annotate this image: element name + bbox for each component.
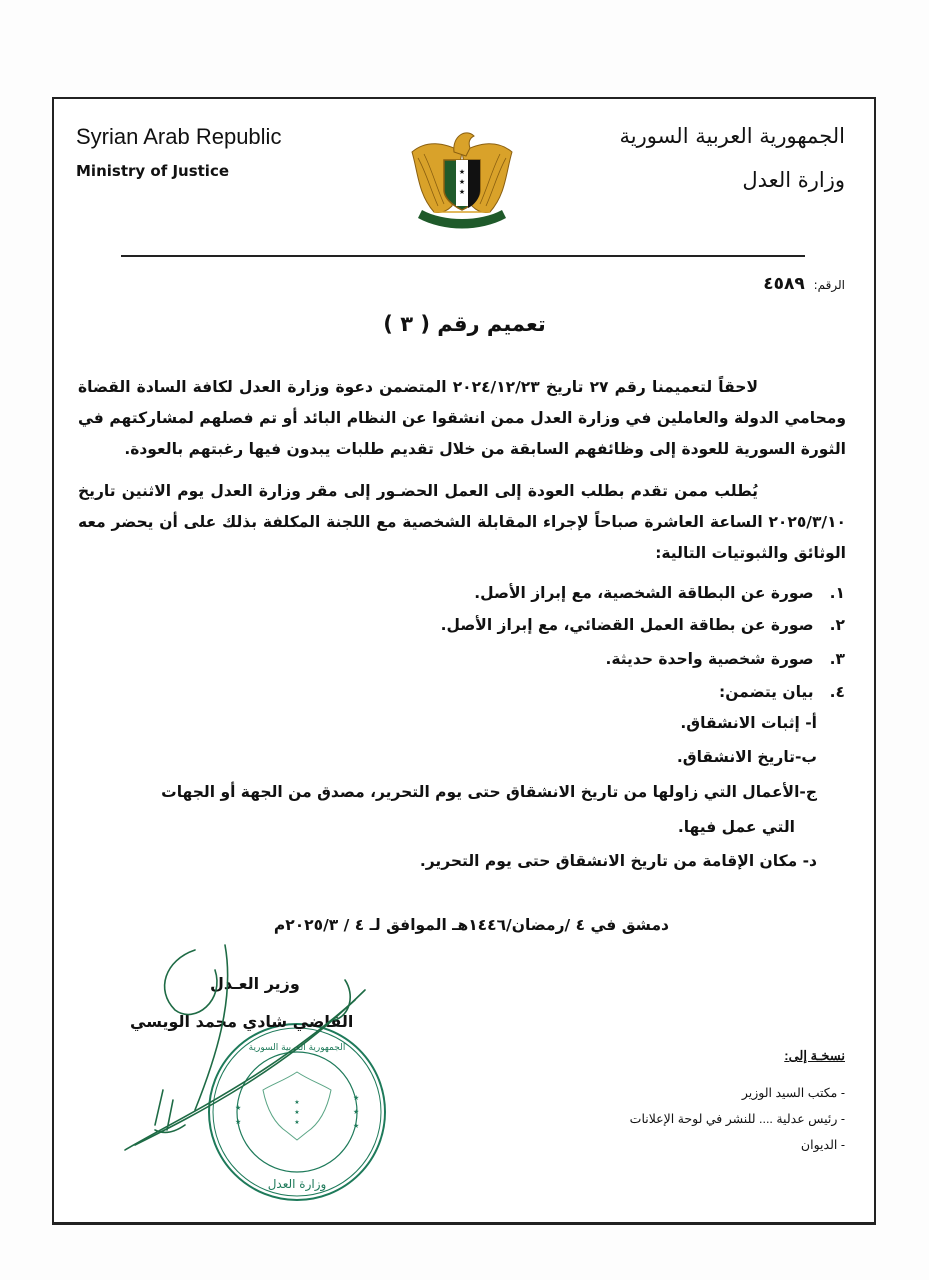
- copy-recipient: - رئيس عدلية .... للنشر في لوحة الإعلانات: [629, 1112, 845, 1126]
- copies-title: نسخـة إلى:: [784, 1048, 845, 1063]
- svg-text:★: ★: [294, 1099, 300, 1106]
- handwritten-signature-icon: [115, 940, 375, 1160]
- header-divider: [121, 255, 805, 257]
- svg-text:★: ★: [458, 168, 466, 176]
- english-subtitle: Ministry of Justice: [76, 162, 230, 180]
- arabic-subtitle: وزارة العدل: [742, 168, 845, 192]
- signatory-name: القاضي شادي محمد الويسي: [130, 1012, 354, 1031]
- circular-heading: تعميم رقم ( ٣ ): [383, 312, 546, 336]
- svg-text:★: ★: [235, 1104, 242, 1112]
- eagle-emblem-icon: [404, 122, 520, 238]
- paragraph-request: يُطلب ممن تقدم بطلب العودة إلى العمل الحضـور إلى مقر وزارة العدل يوم الاثنين تاريخ ٢٠٢٥/٣/١٠ الساعة العاشرة صباحاً لإجراء المقابلة الشخصية مع اللجنة المكلفة بذلك على أن يحضر معه الوثائق والثبوتيات التالية:: [78, 482, 846, 562]
- statement-item: ج-الأعمال التي زاولها من تاريخ الانشقاق حتى يوم التحرير، مصدق من الجهة أو الجهات: [161, 783, 817, 801]
- date-line: دمشق في ٤ /رمضان/١٤٤٦هـ الموافق لـ ٤ / ٢٠٢٥/٣م: [273, 916, 669, 934]
- english-title: Syrian Arab Republic: [76, 124, 282, 149]
- requirement-item: ٢. صورة عن بطاقة العمل القضائي، مع إبراز الأصل.: [440, 616, 845, 634]
- svg-text:★: ★: [235, 1118, 242, 1126]
- svg-text:★: ★: [294, 1119, 300, 1126]
- reference-value: ٤٥٨٩: [763, 274, 805, 294]
- svg-text:★: ★: [294, 1109, 300, 1116]
- paragraph-intro: لاحقاً لتعميمنا رقم ٢٧ تاريخ ٢٠٢٤/١٢/٢٣ المتضمن دعوة وزارة العدل لكافة السادة القضاة ومحامي الدولة والعاملين في وزارة العدل ممن انشقوا عن النظام البائد أو تم فصلهم لمشاركتهم في الثورة السورية للعودة إلى وظائفهم السابقة من خلال تقديم طلبات يبدون فيها رغبتهم بالعودة.: [78, 378, 846, 458]
- svg-text:★: ★: [458, 188, 466, 196]
- copy-recipient: - الديوان: [800, 1138, 845, 1152]
- svg-text:★: ★: [353, 1122, 360, 1130]
- arabic-title: الجمهورية العربية السورية: [619, 124, 845, 148]
- svg-text:★: ★: [458, 178, 466, 186]
- reference-number: [763, 274, 845, 294]
- requirement-item: ٣. صورة شخصية واحدة حديثة.: [605, 650, 845, 668]
- reference-label: الرقم:: [813, 278, 845, 292]
- svg-text:★: ★: [353, 1094, 360, 1102]
- statement-item: د- مكان الإقامة من تاريخ الانشقاق حتى يوم التحرير.: [419, 852, 817, 870]
- statement-item: أ- إثبات الانشقاق.: [680, 714, 817, 732]
- statement-item: ب-تاريخ الانشقاق.: [676, 748, 817, 766]
- stamp-text: وزارة العدل: [267, 1177, 327, 1191]
- requirement-item: ٤. بيان يتضمن:: [719, 683, 845, 701]
- svg-text:★: ★: [353, 1108, 360, 1116]
- copy-recipient: - مكتب السيد الوزير: [741, 1086, 845, 1100]
- requirement-item: ١. صورة عن البطاقة الشخصية، مع إبراز الأصل.: [474, 584, 845, 602]
- stamp-ring-text: الجمهورية العربية السورية: [248, 1043, 346, 1053]
- statement-item-continuation: التي عمل فيها.: [677, 818, 795, 836]
- signatory-title: وزير العـدل: [210, 974, 300, 993]
